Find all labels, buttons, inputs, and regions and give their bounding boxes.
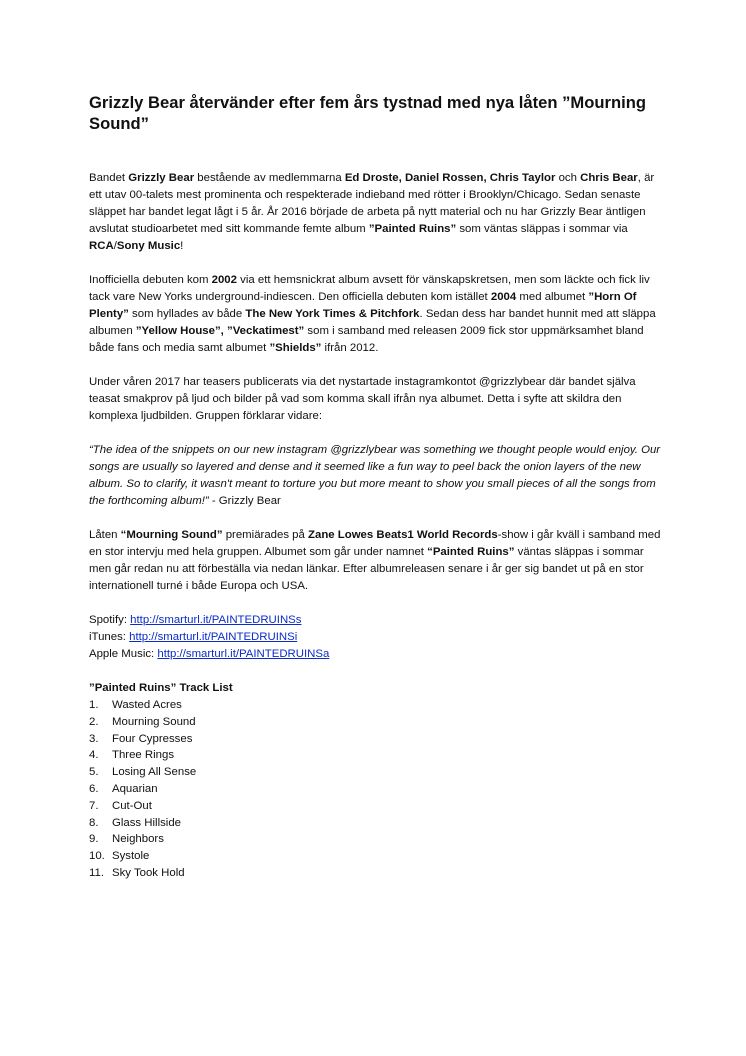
list-item bbox=[89, 697, 661, 714]
text-run: med albumet bbox=[516, 291, 589, 303]
text-run: -show i går kväll i samband med en stor intervju med hela gruppen. Albumet som går under namnet bbox=[89, 529, 661, 558]
track-number: 9. bbox=[89, 833, 99, 846]
bold-text: ”Painted Ruins” bbox=[368, 223, 457, 235]
text-run: via ett hemsnickrat album avsett för vänskapskretsen, men som läckte och fick liv tack vare New Yorks underground-indiescen. Den officiella debuten kom istället bbox=[89, 274, 650, 303]
text-run: - Grizzly Bear bbox=[208, 495, 281, 507]
text-run: Låten bbox=[89, 529, 121, 541]
link-row-apple-music bbox=[89, 646, 661, 663]
link-label: Spotify: bbox=[89, 614, 131, 626]
track-number: 11. bbox=[89, 866, 104, 879]
track-title: Sky Took Hold bbox=[112, 866, 185, 879]
text-run: bestående av medlemmarna bbox=[194, 172, 345, 184]
text-run: ifrån 2012. bbox=[321, 342, 379, 354]
page-title: Grizzly Bear återvänder efter fem års tystnad med nya låten ”Mourning Sound” bbox=[89, 93, 646, 133]
bold-text: Ed Droste, Daniel Rossen, Chris Taylor bbox=[344, 172, 556, 184]
list-item bbox=[89, 831, 661, 848]
bold-text: 2002 bbox=[211, 274, 237, 286]
text-run: som hyllades av både bbox=[128, 308, 246, 320]
track-number: 4. bbox=[89, 749, 99, 762]
track-title: Aquarian bbox=[112, 782, 158, 795]
text-run: ! bbox=[180, 240, 184, 252]
bold-text: RCA bbox=[89, 240, 114, 252]
track-number: 1. bbox=[89, 699, 99, 711]
list-item bbox=[89, 747, 661, 764]
list-item bbox=[89, 781, 661, 798]
track-number: 7. bbox=[89, 799, 99, 812]
document-page bbox=[89, 92, 661, 882]
link-row-itunes bbox=[89, 629, 661, 646]
bold-text: Grizzly Bear bbox=[128, 172, 195, 184]
link-label: iTunes: bbox=[89, 631, 130, 643]
track-title: Three Rings bbox=[112, 749, 175, 762]
bold-text: The New York Times & Pitchfork bbox=[245, 308, 420, 320]
spotify-link[interactable]: http://smarturl.it/PAINTEDRUINSs bbox=[130, 614, 302, 626]
text-run: , är ett utav 00-talets mest prominenta och respekterade indieband med rötter i Brooklyn/Chicago. Sedan senaste släppet har bandet legat lågt i 5 år. År 2016 började de arbeta på nytt material och nu har Grizzly Bear äntligen avslutat studioarbetet med sitt kommande femte album bbox=[89, 172, 655, 235]
track-number: 10. bbox=[89, 850, 105, 863]
track-number: 5. bbox=[89, 766, 99, 779]
track-title: Wasted Acres bbox=[112, 699, 182, 711]
bold-text: ”Shields” bbox=[269, 342, 322, 354]
paragraph-teasers bbox=[89, 374, 661, 425]
list-item bbox=[89, 731, 661, 748]
italic-text: “The idea of the snippets on our new instagram @grizzlybear was something we thought people would enjoy. Our songs are usually so layered and dense and it seemed like a fun way to peel back the onion layers of the new album. So to clarify, it wasn't meant to torture you but more meant to show you small pieces of all the songs from the forthcoming album!” bbox=[89, 444, 661, 507]
track-title: Mourning Sound bbox=[112, 715, 196, 728]
list-item bbox=[89, 865, 661, 882]
text-run: Bandet bbox=[89, 172, 129, 184]
track-title: Cut-Out bbox=[112, 799, 152, 812]
preorder-links bbox=[89, 612, 661, 663]
text-run: Under våren 2017 har teasers publicerats via det nystartade instagramkontot @grizzlybear där bandet själva teasat smakprov på ljud och bilder på vad som komma skall ifrån nya albumet. Detta i syfte att skildra den komplexa ljudbilden. Gruppen förklarar vidare: bbox=[89, 376, 636, 422]
text-run: som väntas släppas i sommar via bbox=[456, 223, 628, 235]
track-number: 8. bbox=[89, 816, 99, 829]
text-run: och bbox=[555, 172, 581, 184]
track-title: Neighbors bbox=[112, 833, 164, 846]
paragraph-history bbox=[89, 272, 661, 357]
paragraph-premiere bbox=[89, 527, 661, 595]
bold-text: Sony Music bbox=[116, 240, 181, 252]
bold-text: “Painted Ruins” bbox=[427, 546, 515, 558]
track-number: 3. bbox=[89, 732, 99, 745]
link-row-spotify bbox=[89, 612, 661, 629]
list-item bbox=[89, 714, 661, 731]
link-label: Apple Music: bbox=[89, 648, 158, 660]
tracklist-title: ”Painted Ruins” Track List bbox=[89, 682, 233, 694]
track-title: Losing All Sense bbox=[112, 766, 197, 779]
text-run: premiärades på bbox=[222, 529, 309, 541]
text-run: . Sedan dess har bandet hunnit med att släppa albumen bbox=[89, 308, 656, 337]
bold-text: Zane Lowes Beats1 World Records bbox=[308, 529, 498, 541]
track-number: 2. bbox=[89, 715, 99, 728]
track-title: Glass Hillside bbox=[112, 816, 181, 829]
text-run: / bbox=[113, 240, 117, 252]
bold-text: Chris Bear bbox=[580, 172, 638, 184]
tracklist bbox=[89, 697, 661, 882]
bold-text: “Mourning Sound” bbox=[120, 529, 223, 541]
bold-text: ”Yellow House”, ”Veckatimest” bbox=[135, 325, 305, 337]
list-item bbox=[89, 798, 661, 815]
track-number: 6. bbox=[89, 782, 99, 795]
text-run: Inofficiella debuten kom bbox=[89, 274, 212, 286]
track-title: Four Cypresses bbox=[112, 732, 193, 745]
apple-music-link[interactable]: http://smarturl.it/PAINTEDRUINSa bbox=[157, 648, 330, 660]
list-item bbox=[89, 815, 661, 832]
track-title: Systole bbox=[112, 850, 150, 863]
list-item bbox=[89, 848, 661, 865]
bold-text: 2004 bbox=[490, 291, 517, 303]
paragraph-intro bbox=[89, 170, 661, 255]
band-quote bbox=[89, 442, 661, 510]
text-run: väntas släppas i sommar men går redan nu att förbeställa via nedan länkar. Efter albumreleasen senare i år ger sig bandet ut på en stor internationell turné i både Europa och USA. bbox=[89, 546, 644, 592]
bold-text: ”Horn Of Plenty” bbox=[89, 291, 637, 320]
text-run: som i samband med releasen 2009 fick stor uppmärksamhet bland både fans och media samt albumet bbox=[89, 325, 644, 354]
itunes-link[interactable]: http://smarturl.it/PAINTEDRUINSi bbox=[129, 631, 298, 643]
list-item bbox=[89, 764, 661, 781]
